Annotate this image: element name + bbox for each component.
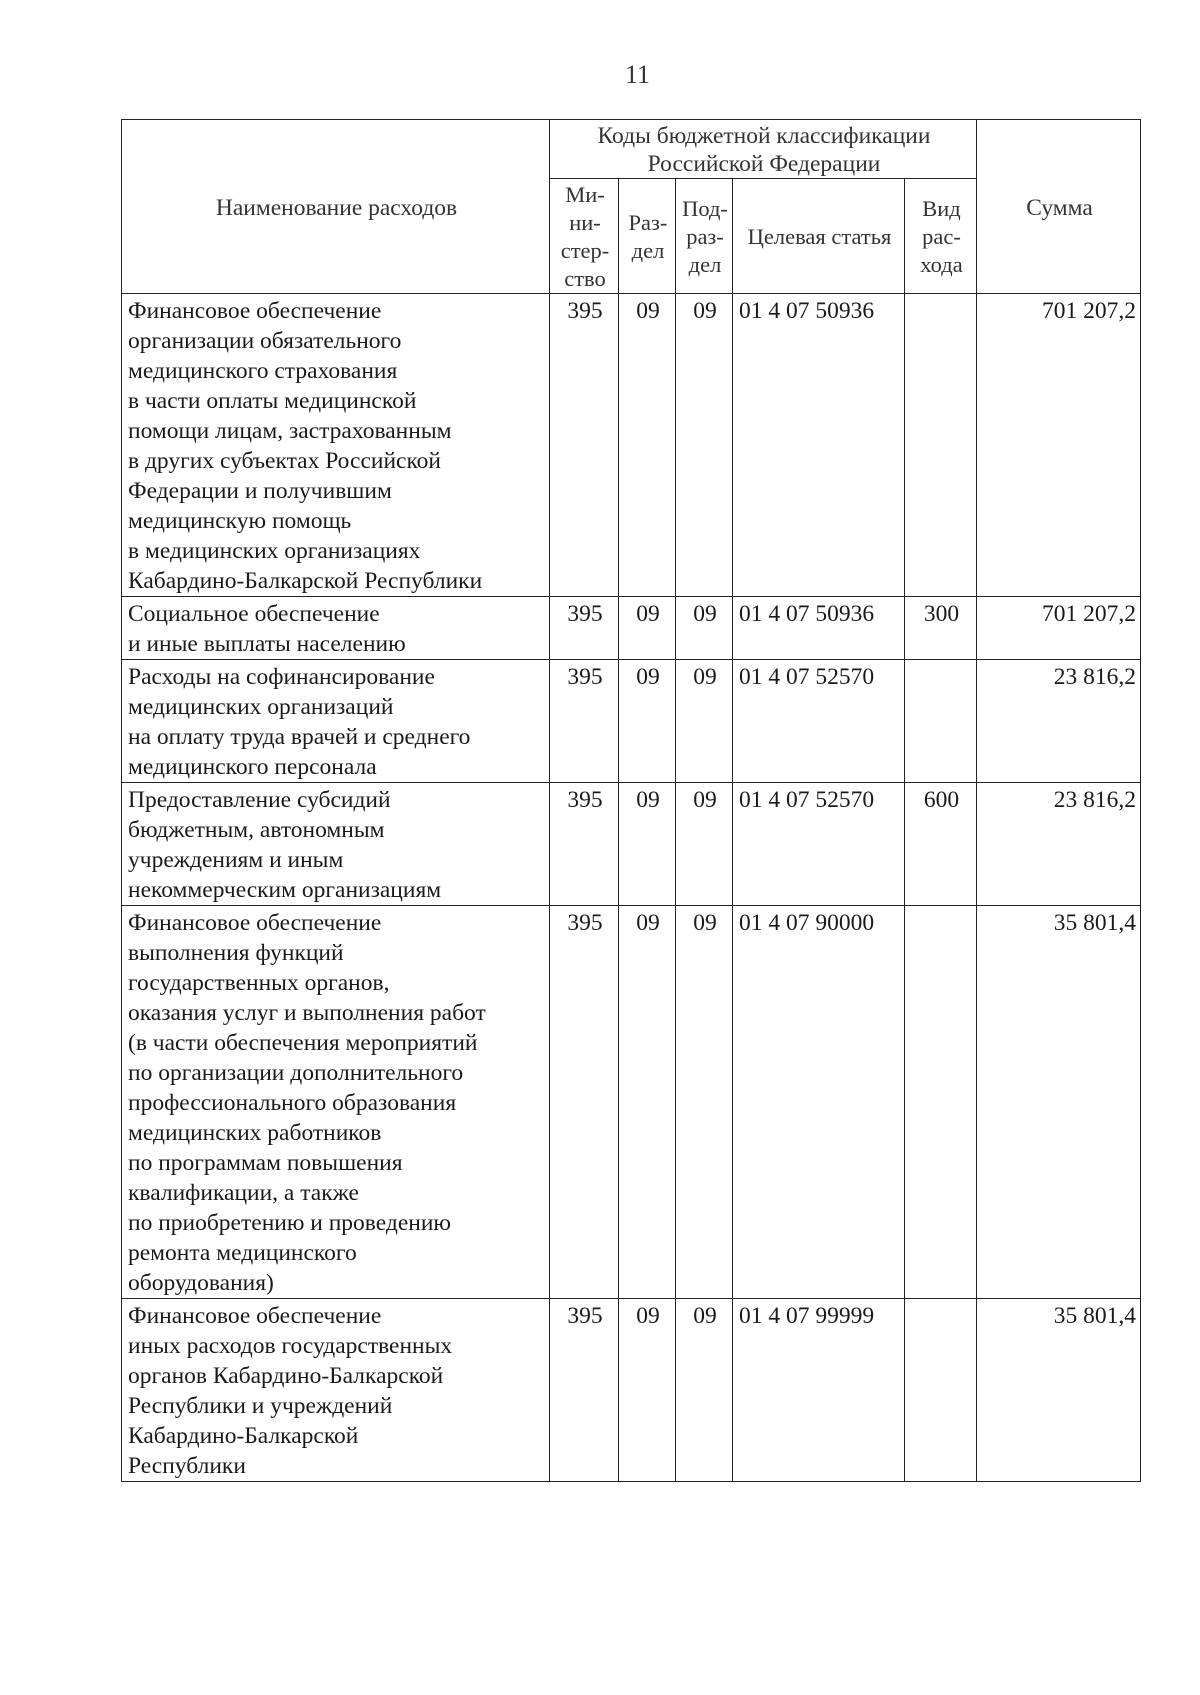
expense-type-cell — [905, 660, 977, 783]
expense-name-line: профессионального образования — [128, 1090, 457, 1116]
expense-name-line: в других субъектах Российской — [128, 448, 442, 474]
subsection-code-cell: 09 — [676, 597, 733, 660]
header-section-part: дел — [631, 238, 665, 263]
table-body — [122, 294, 1141, 1482]
expense-name-line: некоммерческим организациям — [128, 877, 442, 903]
expense-name-line: Социальное обеспечение — [128, 601, 380, 627]
expense-name-line: выполнения функций — [128, 940, 344, 966]
expense-name-cell — [122, 597, 550, 660]
expense-name-line: помощи лицам, застрахованным — [128, 418, 452, 444]
header-expense-type-part: рас- — [922, 224, 961, 249]
expense-name-line: Финансовое обеспечение — [128, 1303, 382, 1329]
ministry-code-cell: 395 — [550, 1299, 619, 1482]
header-section — [619, 179, 676, 294]
expense-name-line: квалификации, а также — [128, 1180, 359, 1206]
header-ministry-part: стер- — [560, 238, 610, 263]
header-budget-codes — [550, 120, 977, 179]
expense-name-line: Финансовое обеспечение — [128, 298, 382, 324]
header-section-part: Раз- — [628, 210, 668, 235]
section-code-cell: 09 — [619, 783, 676, 906]
header-expense-type-part: хода — [920, 252, 963, 277]
expense-name-line: на оплату труда врачей и среднего — [128, 724, 471, 750]
expense-name-line: бюджетным, автономным — [128, 817, 385, 843]
expense-type-cell — [905, 294, 977, 597]
table-row — [122, 906, 1141, 1299]
subsection-code-cell: 09 — [676, 906, 733, 1299]
expense-name-line: медицинских работников — [128, 1120, 382, 1146]
expense-name-line: Расходы на софинансирование — [128, 664, 435, 690]
expense-name-cell — [122, 294, 550, 597]
table-row — [122, 1299, 1141, 1482]
expense-name-line: Финансовое обеспечение — [128, 910, 382, 936]
ministry-code-cell: 395 — [550, 660, 619, 783]
header-subsection — [676, 179, 733, 294]
expense-type-cell: 600 — [905, 783, 977, 906]
header-codes-line: Коды бюджетной классификации — [597, 123, 931, 149]
ministry-code-cell: 395 — [550, 294, 619, 597]
ministry-code-cell: 395 — [550, 783, 619, 906]
expense-name-line: учреждениям и иным — [128, 847, 344, 873]
target-article-cell: 01 4 07 99999 — [733, 1299, 905, 1482]
subsection-code-cell: 09 — [676, 783, 733, 906]
section-code-cell: 09 — [619, 1299, 676, 1482]
expense-name-line: оказания услуг и выполнения работ — [128, 1000, 486, 1026]
header-ministry-part: ни- — [569, 210, 601, 235]
target-article-cell: 01 4 07 50936 — [733, 294, 905, 597]
expense-name-line: по приобретению и проведению — [128, 1210, 451, 1236]
expense-type-cell — [905, 906, 977, 1299]
header-codes-line: Российской Федерации — [647, 151, 881, 177]
header-ministry — [550, 179, 619, 294]
expense-name-line: Республики — [128, 1453, 246, 1479]
expense-name-line: Предоставление субсидий — [128, 787, 391, 813]
header-target-article: Целевая статья — [733, 179, 905, 294]
sum-cell: 701 207,2 — [977, 294, 1141, 597]
expense-name-line: ремонта медицинского — [128, 1240, 357, 1266]
sum-cell: 701 207,2 — [977, 597, 1141, 660]
table-row — [122, 294, 1141, 597]
expense-name-line: по организации дополнительного — [128, 1060, 464, 1086]
expense-name-line: Кабардино-Балкарской Республики — [128, 568, 483, 594]
expense-name-line: медицинских организаций — [128, 694, 394, 720]
expense-name-line: (в части обеспечения мероприятий — [128, 1030, 478, 1056]
header-subsection-part: дел — [688, 252, 722, 277]
table-header-row — [122, 120, 1141, 179]
page-number: 11 — [624, 60, 651, 89]
target-article-cell: 01 4 07 90000 — [733, 906, 905, 1299]
sum-cell: 35 801,4 — [977, 906, 1141, 1299]
table-row — [122, 597, 1141, 660]
expense-name-line: организации обязательного — [128, 328, 402, 354]
expense-name-line: медицинскую помощь — [128, 508, 352, 534]
expense-name-line: по программам повышения — [128, 1150, 403, 1176]
target-article-cell: 01 4 07 52570 — [733, 783, 905, 906]
header-expense-name: Наименование расходов — [122, 120, 550, 294]
sum-cell: 23 816,2 — [977, 783, 1141, 906]
target-article-cell: 01 4 07 50936 — [733, 597, 905, 660]
expense-name-cell — [122, 906, 550, 1299]
header-expense-type — [905, 179, 977, 294]
expense-name-cell — [122, 1299, 550, 1482]
subsection-code-cell: 09 — [676, 294, 733, 597]
expense-name-line: иных расходов государственных — [128, 1333, 453, 1359]
table-row — [122, 660, 1141, 783]
expense-name-line: органов Кабардино-Балкарской — [128, 1363, 444, 1389]
expense-name-line: в медицинских организациях — [128, 538, 421, 564]
target-article-cell: 01 4 07 52570 — [733, 660, 905, 783]
expense-name-line: государственных органов, — [128, 970, 390, 996]
budget-expenses-table — [121, 119, 1141, 1482]
sum-cell: 35 801,4 — [977, 1299, 1141, 1482]
ministry-code-cell: 395 — [550, 597, 619, 660]
ministry-code-cell: 395 — [550, 906, 619, 1299]
subsection-code-cell: 09 — [676, 660, 733, 783]
sum-cell: 23 816,2 — [977, 660, 1141, 783]
table-row — [122, 783, 1141, 906]
expense-name-line: оборудования) — [128, 1270, 274, 1296]
header-ministry-part: Ми- — [565, 182, 605, 207]
expense-name-cell — [122, 660, 550, 783]
expense-name-line: Кабардино-Балкарской — [128, 1423, 359, 1449]
section-code-cell: 09 — [619, 906, 676, 1299]
header-sum: Сумма — [977, 120, 1141, 294]
expense-name-line: Федерации и получившим — [128, 478, 392, 504]
expense-name-line: Республики и учреждений — [128, 1393, 393, 1419]
header-subsection-part: Под- — [682, 196, 728, 221]
expense-name-line: медицинского персонала — [128, 754, 377, 780]
section-code-cell: 09 — [619, 294, 676, 597]
expense-name-cell — [122, 783, 550, 906]
subsection-code-cell: 09 — [676, 1299, 733, 1482]
header-expense-type-part: Вид — [922, 196, 961, 221]
expense-name-line: в части оплаты медицинской — [128, 388, 417, 414]
header-subsection-part: раз- — [686, 224, 724, 249]
section-code-cell: 09 — [619, 597, 676, 660]
header-ministry-part: ство — [564, 266, 606, 291]
expense-type-cell: 300 — [905, 597, 977, 660]
expense-name-line: и иные выплаты населению — [128, 631, 406, 657]
expense-name-line: медицинского страхования — [128, 358, 398, 384]
expense-type-cell — [905, 1299, 977, 1482]
section-code-cell: 09 — [619, 660, 676, 783]
